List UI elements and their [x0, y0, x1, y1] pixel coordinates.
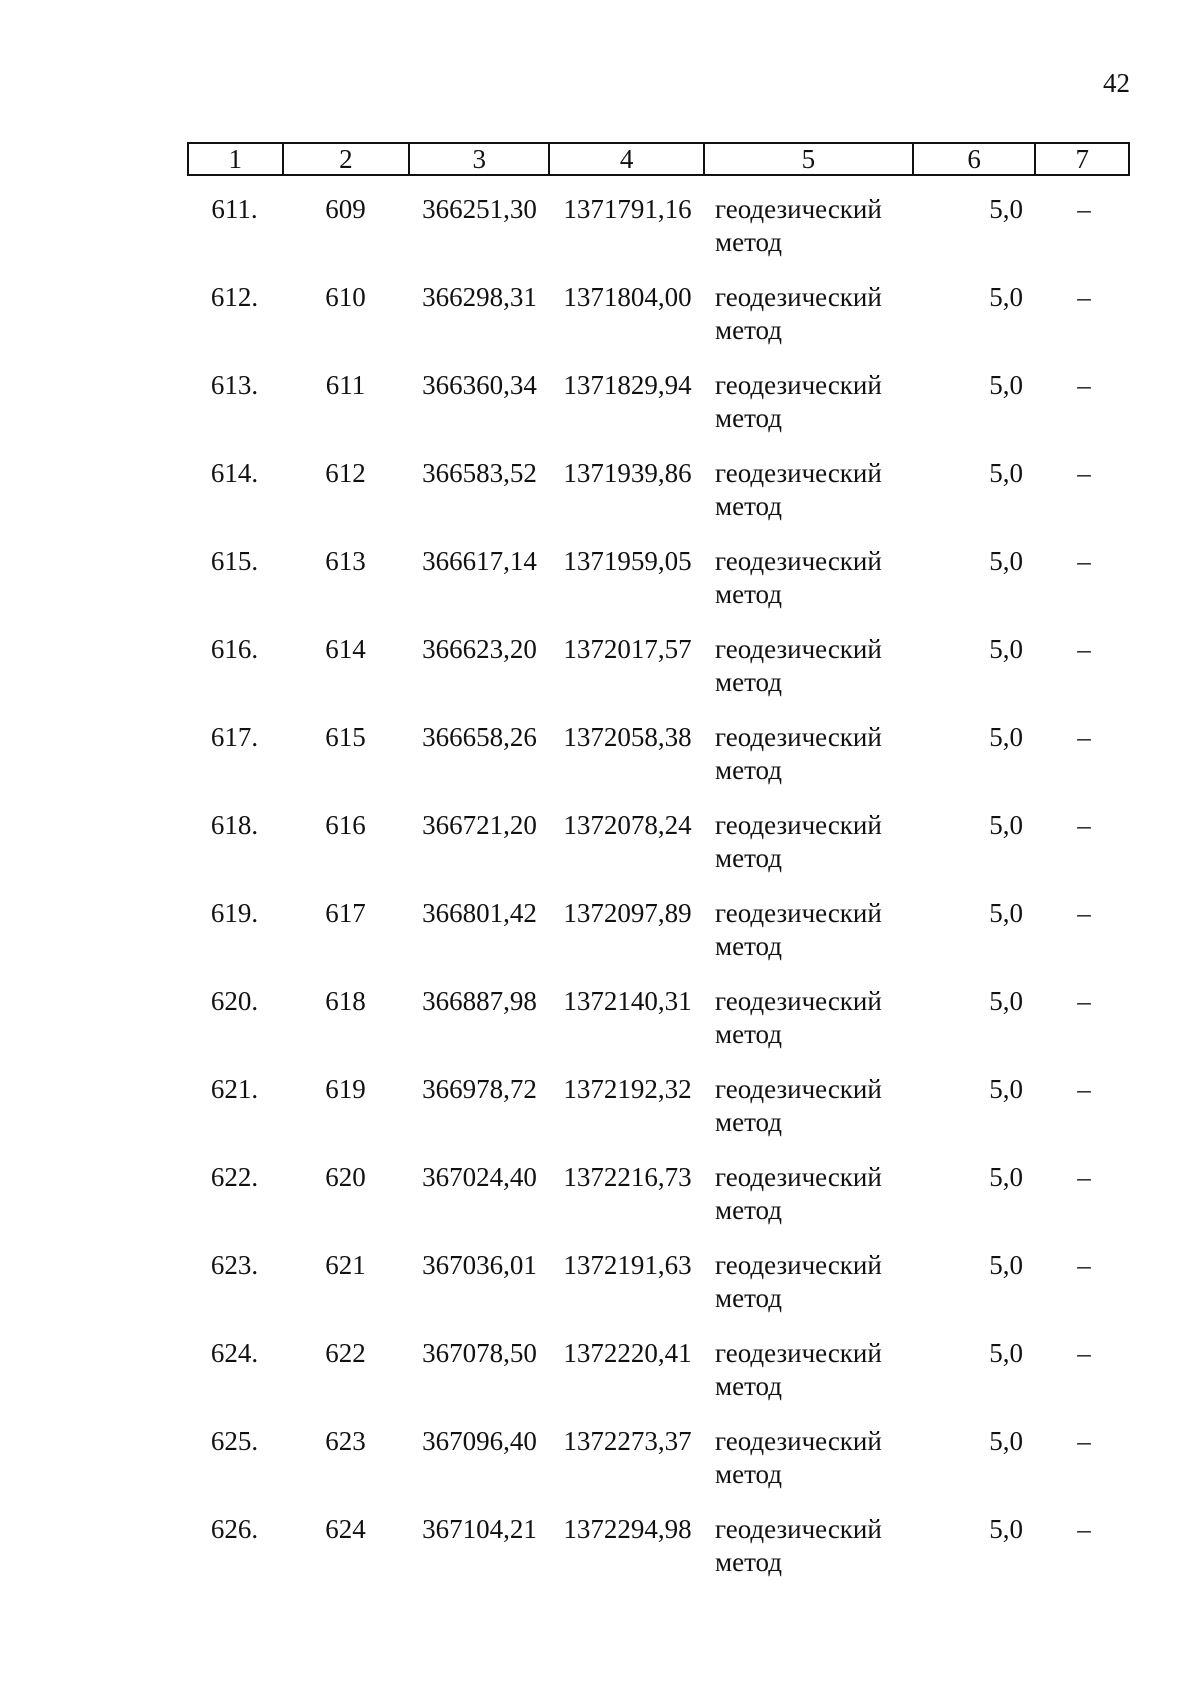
coordinate-y: 1372191,63	[563, 1250, 692, 1280]
coordinate-y: 1372220,41	[563, 1338, 692, 1368]
column-header-2: 2	[284, 144, 410, 174]
row-number: 622.	[210, 1162, 259, 1192]
table-row	[187, 1513, 1130, 1601]
method-line: геодезический	[715, 1074, 882, 1104]
row-number: 615.	[210, 546, 259, 576]
table-row	[187, 721, 1130, 809]
row-number: 620.	[210, 986, 259, 1016]
method-line: геодезический	[715, 898, 882, 928]
point-number: 610	[325, 282, 366, 312]
point-number: 622	[325, 1338, 366, 1368]
table-row	[187, 897, 1130, 985]
determination-method	[705, 193, 915, 281]
method-line: геодезический	[715, 370, 882, 400]
note-value: –	[1077, 1514, 1091, 1544]
method-line: метод	[715, 491, 782, 521]
determination-method	[705, 545, 915, 633]
determination-method	[705, 1161, 915, 1249]
determination-method	[705, 1425, 915, 1513]
row-number: 616.	[210, 634, 259, 664]
accuracy-value: 5,0	[989, 1162, 1023, 1192]
method-line: метод	[715, 579, 782, 609]
method-line: геодезический	[715, 458, 882, 488]
table-row	[187, 1425, 1130, 1513]
note-value: –	[1077, 634, 1091, 664]
method-line: геодезический	[715, 634, 882, 664]
determination-method	[705, 721, 915, 809]
method-line: геодезический	[715, 1162, 882, 1192]
accuracy-value: 5,0	[989, 1514, 1023, 1544]
method-line: метод	[715, 315, 782, 345]
table-row	[187, 1073, 1130, 1161]
method-line: метод	[715, 1459, 782, 1489]
note-value: –	[1077, 194, 1091, 224]
table-row	[187, 1337, 1130, 1425]
table-row	[187, 193, 1130, 281]
point-number: 614	[325, 634, 366, 664]
method-line: геодезический	[715, 1514, 882, 1544]
coordinate-y: 1372017,57	[563, 634, 692, 664]
coordinate-y: 1371829,94	[563, 370, 692, 400]
coordinate-x: 366298,31	[422, 282, 537, 312]
determination-method	[705, 809, 915, 897]
method-line: геодезический	[715, 1250, 882, 1280]
column-header-3: 3	[410, 144, 550, 174]
method-line: метод	[715, 1195, 782, 1225]
note-value: –	[1077, 1250, 1091, 1280]
coordinate-y: 1372140,31	[563, 986, 692, 1016]
note-value: –	[1077, 370, 1091, 400]
coordinate-y: 1372058,38	[563, 722, 692, 752]
point-number: 621	[325, 1250, 366, 1280]
note-value: –	[1077, 458, 1091, 488]
row-number: 614.	[210, 458, 259, 488]
method-line: метод	[715, 1107, 782, 1137]
table-row	[187, 369, 1130, 457]
table-row	[187, 281, 1130, 369]
coordinate-y: 1371791,16	[563, 194, 692, 224]
accuracy-value: 5,0	[989, 1250, 1023, 1280]
table-row	[187, 985, 1130, 1073]
method-line: метод	[715, 1283, 782, 1313]
determination-method	[705, 369, 915, 457]
method-line: метод	[715, 227, 782, 257]
coordinate-y: 1372192,32	[563, 1074, 692, 1104]
row-number: 623.	[210, 1250, 259, 1280]
coordinate-x: 366623,20	[422, 634, 537, 664]
coordinate-x: 366617,14	[422, 546, 537, 576]
point-number: 611	[325, 370, 366, 400]
coordinate-y: 1372294,98	[563, 1514, 692, 1544]
method-line: геодезический	[715, 986, 882, 1016]
coordinate-x: 367024,40	[422, 1162, 537, 1192]
table-row	[187, 545, 1130, 633]
row-number: 625.	[210, 1426, 259, 1456]
accuracy-value: 5,0	[989, 1426, 1023, 1456]
point-number: 618	[325, 986, 366, 1016]
note-value: –	[1077, 1426, 1091, 1456]
method-line: геодезический	[715, 194, 882, 224]
point-number: 624	[325, 1514, 366, 1544]
method-line: метод	[715, 667, 782, 697]
accuracy-value: 5,0	[989, 898, 1023, 928]
accuracy-value: 5,0	[989, 370, 1023, 400]
row-number: 611.	[211, 194, 258, 224]
note-value: –	[1077, 986, 1091, 1016]
row-number: 621.	[210, 1074, 259, 1104]
coordinate-x: 366251,30	[422, 194, 537, 224]
coordinate-y: 1372078,24	[563, 810, 692, 840]
accuracy-value: 5,0	[989, 546, 1023, 576]
determination-method	[705, 897, 915, 985]
coordinate-x: 366801,42	[422, 898, 537, 928]
method-line: геодезический	[715, 1338, 882, 1368]
determination-method	[705, 1513, 915, 1601]
coordinate-y: 1371804,00	[563, 282, 692, 312]
method-line: метод	[715, 843, 782, 873]
method-line: геодезический	[715, 722, 882, 752]
method-line: метод	[715, 403, 782, 433]
determination-method	[705, 985, 915, 1073]
determination-method	[705, 457, 915, 545]
note-value: –	[1077, 1074, 1091, 1104]
determination-method	[705, 1249, 915, 1337]
point-number: 616	[325, 810, 366, 840]
coordinates-table	[187, 142, 1130, 1601]
note-value: –	[1077, 546, 1091, 576]
accuracy-value: 5,0	[989, 1074, 1023, 1104]
accuracy-value: 5,0	[989, 194, 1023, 224]
row-number: 619.	[210, 898, 259, 928]
method-line: геодезический	[715, 810, 882, 840]
accuracy-value: 5,0	[989, 986, 1023, 1016]
coordinate-x: 367036,01	[422, 1250, 537, 1280]
page-number: 42	[1103, 68, 1130, 98]
point-number: 623	[325, 1426, 366, 1456]
note-value: –	[1077, 1338, 1091, 1368]
coordinate-x: 366887,98	[422, 986, 537, 1016]
note-value: –	[1077, 898, 1091, 928]
point-number: 619	[325, 1074, 366, 1104]
coordinate-x: 366721,20	[422, 810, 537, 840]
method-line: метод	[715, 1547, 782, 1577]
note-value: –	[1077, 810, 1091, 840]
row-number: 626.	[210, 1514, 259, 1544]
coordinate-y: 1372216,73	[563, 1162, 692, 1192]
table-row	[187, 1161, 1130, 1249]
note-value: –	[1077, 722, 1091, 752]
coordinate-x: 366583,52	[422, 458, 537, 488]
determination-method	[705, 281, 915, 369]
table-body	[187, 193, 1130, 1601]
determination-method	[705, 1073, 915, 1161]
method-line: метод	[715, 931, 782, 961]
method-line: метод	[715, 1371, 782, 1401]
row-number: 612.	[210, 282, 259, 312]
note-value: –	[1077, 282, 1091, 312]
method-line: метод	[715, 755, 782, 785]
accuracy-value: 5,0	[989, 810, 1023, 840]
point-number: 615	[325, 722, 366, 752]
accuracy-value: 5,0	[989, 634, 1023, 664]
column-header-4: 4	[550, 144, 704, 174]
column-header-5: 5	[705, 144, 914, 174]
table-row	[187, 809, 1130, 897]
accuracy-value: 5,0	[989, 282, 1023, 312]
table-row	[187, 1249, 1130, 1337]
method-line: геодезический	[715, 282, 882, 312]
accuracy-value: 5,0	[989, 722, 1023, 752]
row-number: 617.	[210, 722, 259, 752]
coordinate-x: 366978,72	[422, 1074, 537, 1104]
point-number: 613	[325, 546, 366, 576]
method-line: геодезический	[715, 546, 882, 576]
table-row	[187, 457, 1130, 545]
coordinate-x: 367078,50	[422, 1338, 537, 1368]
point-number: 612	[325, 458, 366, 488]
coordinate-x: 366360,34	[422, 370, 537, 400]
coordinate-y: 1371959,05	[563, 546, 692, 576]
column-header-6: 6	[914, 144, 1036, 174]
table-row	[187, 633, 1130, 721]
accuracy-value: 5,0	[989, 458, 1023, 488]
accuracy-value: 5,0	[989, 1338, 1023, 1368]
coordinate-x: 366658,26	[422, 722, 537, 752]
row-number: 618.	[210, 810, 259, 840]
table-header-row	[187, 142, 1130, 176]
point-number: 620	[325, 1162, 366, 1192]
point-number: 617	[325, 898, 366, 928]
row-number: 613.	[210, 370, 259, 400]
method-line: метод	[715, 1019, 782, 1049]
coordinate-y: 1371939,86	[563, 458, 692, 488]
method-line: геодезический	[715, 1426, 882, 1456]
determination-method	[705, 633, 915, 721]
coordinate-x: 367104,21	[422, 1514, 537, 1544]
coordinate-x: 367096,40	[422, 1426, 537, 1456]
column-header-1: 1	[189, 144, 284, 174]
note-value: –	[1077, 1162, 1091, 1192]
coordinate-y: 1372097,89	[563, 898, 692, 928]
row-number: 624.	[210, 1338, 259, 1368]
determination-method	[705, 1337, 915, 1425]
point-number: 609	[325, 194, 366, 224]
column-header-7: 7	[1075, 144, 1089, 174]
coordinate-y: 1372273,37	[563, 1426, 692, 1456]
